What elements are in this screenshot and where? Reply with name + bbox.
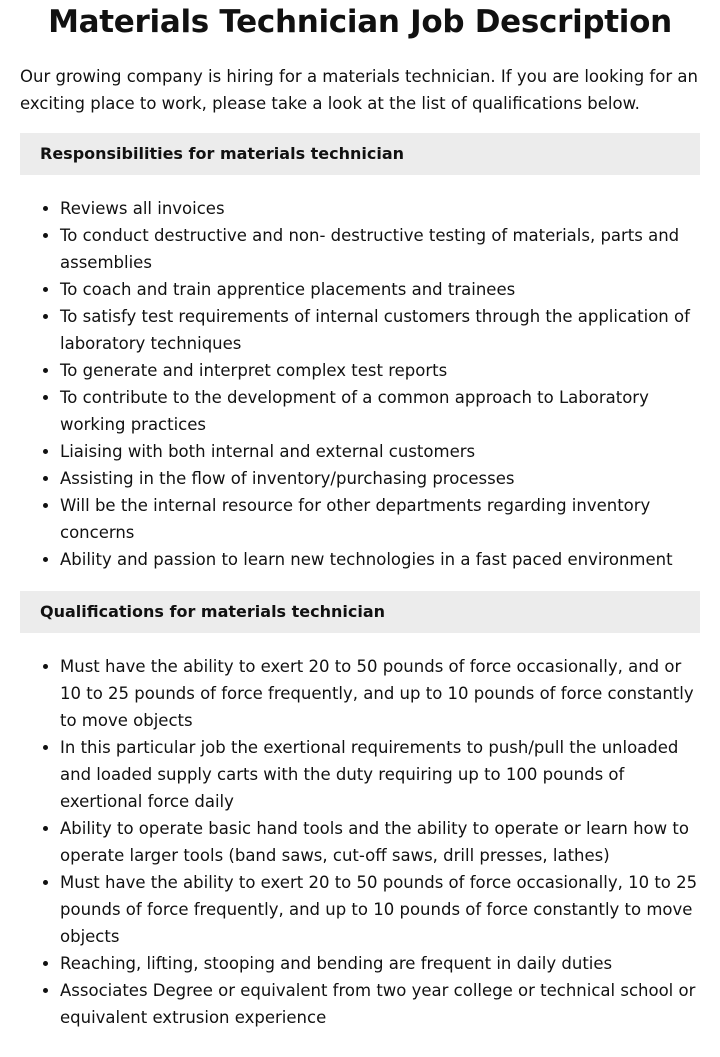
list-item: • Associates Degree or equivalent from two year college or technical school or equivalent extrusion experience bbox=[60, 977, 700, 1031]
list-item: • Must have the ability to exert 20 to 50 pounds of force occasionally, and or 10 to 25 pounds of force frequently, and up to 10 pounds of force constantly to move objects bbox=[60, 653, 700, 734]
list-item: • To contribute to the development of a common approach to Laboratory working practices bbox=[60, 384, 700, 438]
list-item: • Ability to operate basic hand tools and the ability to operate or learn how to operate larger tools (band saws, cut-off saws, drill presses, lathes) bbox=[60, 815, 700, 869]
list-item: • To generate and interpret complex test reports bbox=[60, 357, 700, 384]
responsibilities-heading: Responsibilities for materials technician bbox=[20, 133, 700, 175]
list-item: • Must have the ability to exert 20 to 50 pounds of force occasionally, 10 to 25 pounds of force frequently, and up to 10 pounds of force constantly to move objects bbox=[60, 869, 700, 950]
qualifications-list bbox=[20, 653, 700, 1031]
list-item: • Reaching, lifting, stooping and bending are frequent in daily duties bbox=[60, 950, 700, 977]
page-title: Materials Technician Job Description bbox=[48, 4, 672, 40]
responsibilities-list bbox=[20, 195, 700, 573]
list-item: • Reviews all invoices bbox=[60, 195, 700, 222]
qualifications-heading: Qualifications for materials technician bbox=[20, 591, 700, 633]
list-item: • Liaising with both internal and external customers bbox=[60, 438, 700, 465]
list-item: • To conduct destructive and non- destructive testing of materials, parts and assemblies bbox=[60, 222, 700, 276]
list-item: • Will be the internal resource for other departments regarding inventory concerns bbox=[60, 492, 700, 546]
list-item: • Assisting in the flow of inventory/purchasing processes bbox=[60, 465, 700, 492]
list-item: • In this particular job the exertional requirements to push/pull the unloaded and loaded supply carts with the duty requiring up to 100 pounds of exertional force daily bbox=[60, 734, 700, 815]
list-item: • To coach and train apprentice placements and trainees bbox=[60, 276, 700, 303]
list-item: • To satisfy test requirements of internal customers through the application of laboratory techniques bbox=[60, 303, 700, 357]
intro-paragraph: Our growing company is hiring for a materials technician. If you are looking for an exciting place to work, please take a look at the list of qualifications below. bbox=[20, 67, 698, 113]
list-item: • Ability and passion to learn new technologies in a fast paced environment bbox=[60, 546, 700, 573]
